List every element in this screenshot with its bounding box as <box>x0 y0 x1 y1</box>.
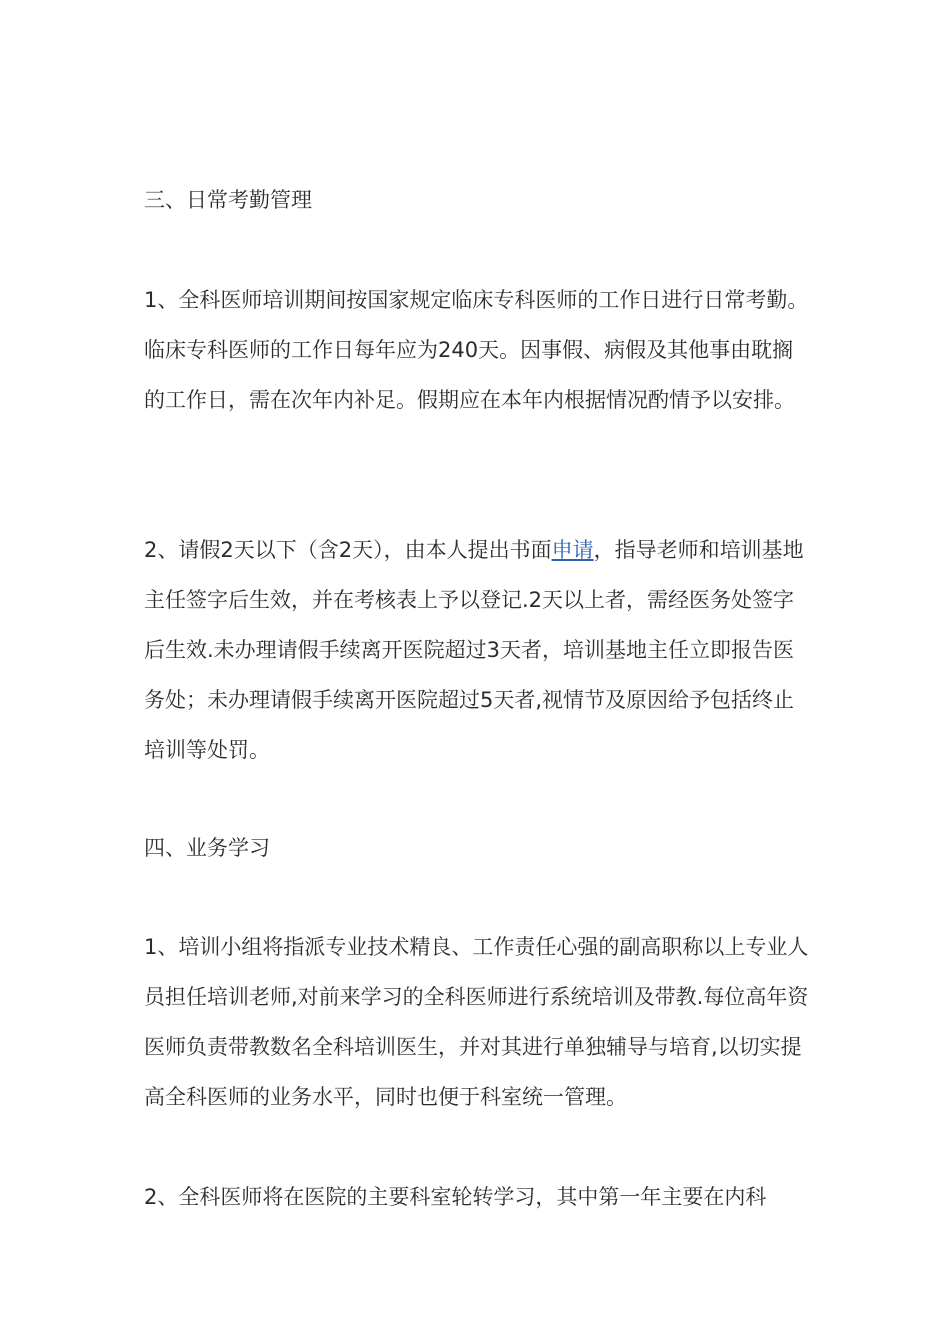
paragraph-study-1: 1、培训小组将指派专业技术精良、工作责任心强的副高职称以上专业人员担任培训老师,对前来学习的全科医师进行系统培训及带教.每位高年资医师负责带教数名全科培训医生，并对其进行单独辅导与培育,以切实提高全科医师的业务水平，同时也便于科室统一管理。 <box>144 935 809 1109</box>
paragraph-study-2: 2、全科医师将在医院的主要科室轮转学习，其中第一年主要在内科 <box>144 1185 767 1209</box>
paragraph-text: 2、请假2天以下（含2天），由本人提出书面 <box>144 538 552 562</box>
paragraph-attendance-1: 1、全科医师培训期间按国家规定临床专科医师的工作日进行日常考勤。临床专科医师的工作日每年应为240天。因事假、病假及其他事由耽搁的工作日，需在次年内补足。假期应在本年内根据情况酌情予以安排。 <box>144 288 809 412</box>
paragraph-attendance-2 <box>144 525 814 775</box>
paragraph-text: ，指导老师和培训基地主任签字后生效，并在考核表上予以登记.2天以上者，需经医务处签字后生效.未办理请假手续离开医院超过3天者，培训基地主任立即报告医务处；未办理请假手续离开医院超过5天者,视情节及原因给予包括终止培训等处罚。 <box>144 538 804 762</box>
section-heading-attendance: 三、日常考勤管理 <box>144 188 312 212</box>
section-heading-study: 四、业务学习 <box>144 836 270 860</box>
application-link[interactable]: 申请 <box>551 538 594 562</box>
